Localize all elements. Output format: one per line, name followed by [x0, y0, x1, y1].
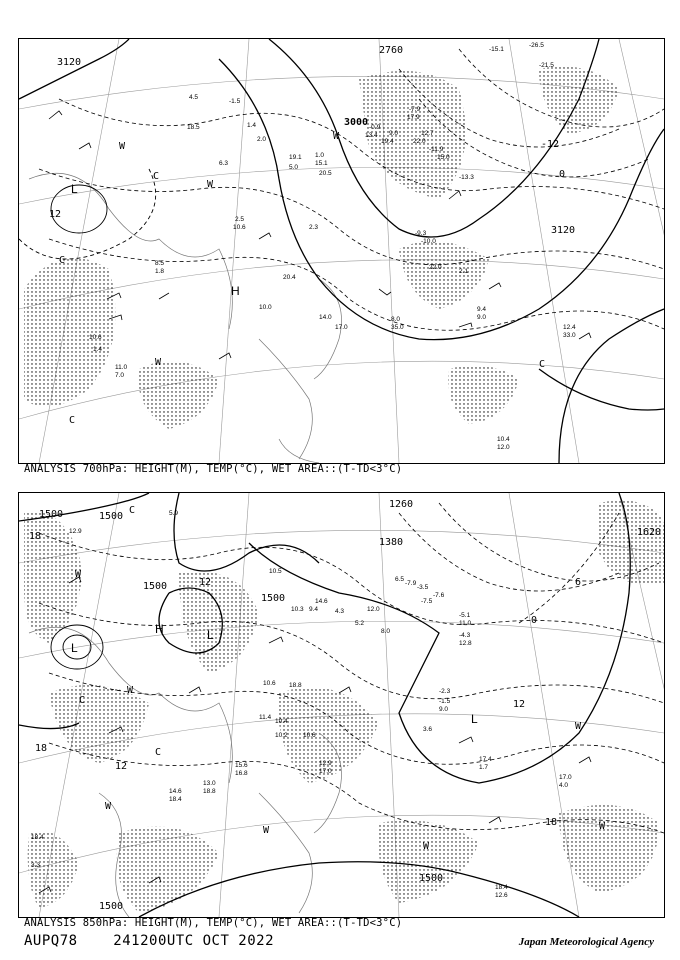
temp-label: 18 [29, 531, 42, 542]
height-label: 3120 [57, 57, 82, 68]
obs-value: -7.5 [421, 598, 433, 605]
low-center-symbol: L [71, 182, 78, 196]
obs-value: 4.5 [189, 94, 199, 101]
obs-value: -3.5 [417, 584, 429, 591]
obs-value: 18.4 [495, 884, 508, 891]
obs-value: 19.1 [289, 154, 302, 161]
obs-value: 16.8 [235, 770, 248, 777]
low-center-contours [19, 169, 156, 259]
obs-value: 12.9 [319, 760, 332, 767]
obs-value: 6.3 [219, 160, 229, 167]
obs-value: 5.9 [169, 510, 179, 517]
obs-value: -26.5 [529, 42, 544, 49]
cold-label: C [79, 695, 86, 706]
warm-label: W [155, 357, 162, 368]
caption-850hpa: ANALYSIS 850hPa: HEIGHT(M), TEMP(°C), WET AREA::(T-TD<3°C) [24, 917, 403, 929]
height-label: 1500 [261, 593, 286, 604]
obs-value: 1.4 [247, 122, 257, 129]
obs-value: 2.5 [235, 216, 245, 223]
obs-value: 8.0 [391, 316, 401, 323]
obs-value: 22.0 [429, 264, 442, 271]
obs-value: -10.0 [421, 238, 436, 245]
obs-value: -7.6 [433, 592, 445, 599]
height-label: 3120 [551, 225, 576, 236]
low-center-symbol: L [71, 641, 78, 655]
obs-value: 12.0 [367, 606, 380, 613]
low-center-symbol: L [471, 712, 478, 726]
cold-label: C [153, 171, 160, 182]
obs-value: 12.0 [497, 444, 510, 451]
obs-value: 10.4 [275, 718, 288, 725]
obs-value: 10.5 [269, 568, 282, 575]
obs-value: -1.5 [439, 698, 451, 705]
obs-value: 33.0 [563, 332, 576, 339]
obs-value: -0.9 [369, 124, 381, 131]
obs-value: 9.0 [389, 130, 399, 137]
warm-label: W [423, 841, 430, 852]
cold-label: C [69, 415, 76, 426]
obs-value: 12.4 [563, 324, 576, 331]
wet-areas [24, 67, 619, 430]
obs-value: 2.3 [309, 224, 319, 231]
obs-value: 18.4 [169, 796, 182, 803]
obs-value: 13.0 [203, 780, 216, 787]
height-label: 1500 [99, 511, 124, 522]
obs-value: 35.0 [391, 324, 404, 331]
warm-label: W [599, 821, 606, 832]
obs-value: 10.6 [303, 732, 316, 739]
obs-value: 12.7 [421, 130, 434, 137]
obs-value: -2.3 [439, 688, 451, 695]
obs-value: 19.4 [381, 138, 394, 145]
caption-700hpa: ANALYSIS 700hPa: HEIGHT(M), TEMP(°C), WET AREA::(T-TD<3°C) [24, 463, 403, 475]
obs-value: -11.9 [429, 146, 444, 153]
obs-value: 10.6 [233, 224, 246, 231]
obs-value: -4.3 [459, 632, 471, 639]
temp-label: 18 [35, 743, 48, 754]
obs-value: 17.0 [335, 324, 348, 331]
warm-label: W [119, 141, 126, 152]
warm-label: W [207, 179, 214, 190]
obs-value: 10.6 [263, 680, 276, 687]
obs-value: 11.0 [115, 364, 128, 371]
height-label: 1500 [39, 509, 64, 520]
obs-value: 18.8 [203, 788, 216, 795]
obs-value: 18.5 [187, 124, 200, 131]
warm-label: W [75, 569, 82, 580]
obs-value: 4.3 [335, 608, 345, 615]
obs-value: 1.7 [479, 764, 489, 771]
obs-value: 12.8 [459, 640, 472, 647]
obs-value: 17.0 [319, 768, 332, 775]
obs-value: 10.4 [497, 436, 510, 443]
obs-value: 17.0 [559, 774, 572, 781]
height-label: 1260 [389, 499, 414, 510]
map-850hpa [19, 493, 664, 917]
agency-name: Japan Meteorological Agency [518, 936, 654, 948]
obs-value: 18.4 [31, 834, 44, 841]
obs-value: 9.0 [439, 706, 449, 713]
obs-value: -21.5 [539, 62, 554, 69]
obs-value: 20.4 [283, 274, 296, 281]
high-center-symbol: H [231, 284, 240, 298]
obs-value: 4.0 [559, 782, 569, 789]
obs-value: 8.5 [155, 260, 165, 267]
wind-barbs [49, 111, 591, 359]
temp-label: -12 [541, 139, 560, 150]
height-label: 1500 [419, 873, 444, 884]
obs-value: 3.3 [31, 862, 41, 869]
obs-value: 20.5 [319, 170, 332, 177]
temp-label: 18 [545, 817, 558, 828]
high-center-symbol: H [155, 622, 164, 636]
map-panel-850hpa [18, 492, 665, 918]
obs-value: 10.6 [89, 334, 102, 341]
obs-value: 9.0 [477, 314, 487, 321]
obs-value: -15.1 [489, 46, 504, 53]
height-label: 3000 [344, 117, 369, 128]
isotherms [39, 503, 664, 833]
obs-value: 10.0 [259, 304, 272, 311]
obs-value: 15.0 [437, 154, 450, 161]
obs-value: 14.0 [319, 314, 332, 321]
obs-value: 14.6 [169, 788, 182, 795]
temp-label: 0 [559, 169, 566, 180]
temp-label: 6 [575, 577, 582, 588]
height-label: 1500 [99, 901, 124, 912]
obs-value: -5.1 [459, 612, 471, 619]
height-label: 1620 [637, 527, 662, 538]
obs-value: 15.1 [315, 160, 328, 167]
warm-label: W [127, 685, 134, 696]
map-panel-700hpa [18, 38, 665, 464]
chart-identifier [24, 933, 274, 949]
obs-value: 18.8 [289, 682, 302, 689]
map-700hpa [19, 39, 664, 463]
height-label: 1500 [143, 581, 168, 592]
low-center-symbol: L [207, 628, 214, 642]
obs-value: 12.6 [495, 892, 508, 899]
wet-areas [24, 501, 664, 914]
obs-value: 1.4 [93, 346, 103, 353]
obs-value: 5.2 [355, 620, 365, 627]
warm-label: W [263, 825, 270, 836]
temp-label: 0 [531, 615, 538, 626]
obs-value: 9.4 [309, 606, 319, 613]
obs-value: 3.6 [423, 726, 433, 733]
temp-label: 12 [115, 761, 128, 772]
obs-value: 15.6 [235, 762, 248, 769]
cold-label: C [129, 505, 136, 516]
obs-value: 5.0 [289, 164, 299, 171]
height-label: 2760 [379, 45, 404, 56]
temp-label: 12 [49, 209, 62, 220]
obs-value: 9.4 [477, 306, 487, 313]
obs-value: 8.0 [381, 628, 391, 635]
obs-value: 22.0 [413, 138, 426, 145]
obs-value: 2.0 [257, 136, 267, 143]
obs-value: 17.9 [407, 114, 420, 121]
obs-value: 6.5 [395, 576, 405, 583]
temp-label: 12 [199, 577, 212, 588]
obs-value: 7.0 [115, 372, 125, 379]
obs-value: 1.8 [155, 268, 165, 275]
chart-code: AUPQ78 [24, 933, 78, 949]
warm-label: W [333, 131, 340, 142]
valid-time: 241200UTC OCT 2022 [113, 933, 275, 949]
obs-value: -13.3 [459, 174, 474, 181]
obs-value: -7.9 [409, 106, 421, 113]
obs-value: 2.1 [459, 268, 469, 275]
warm-label: W [575, 721, 582, 732]
height-label: 1380 [379, 537, 404, 548]
obs-value: 12.9 [69, 528, 82, 535]
cold-label: C [155, 747, 162, 758]
obs-value: 13.4 [365, 132, 378, 139]
obs-value: 11.4 [259, 714, 272, 721]
obs-value: 17.4 [479, 756, 492, 763]
obs-value: 10.3 [291, 606, 304, 613]
obs-value: -1.5 [229, 98, 241, 105]
cold-label: C [539, 359, 546, 370]
obs-value: 1.0 [315, 152, 325, 159]
warm-label: W [105, 801, 112, 812]
obs-value: -7.9 [405, 580, 417, 587]
obs-value: 14.6 [315, 598, 328, 605]
cold-label: C [59, 255, 66, 266]
temp-label: 12 [513, 699, 526, 710]
obs-value: -9.3 [415, 230, 427, 237]
obs-value: 11.0 [459, 620, 472, 627]
obs-value: 10.2 [275, 732, 288, 739]
